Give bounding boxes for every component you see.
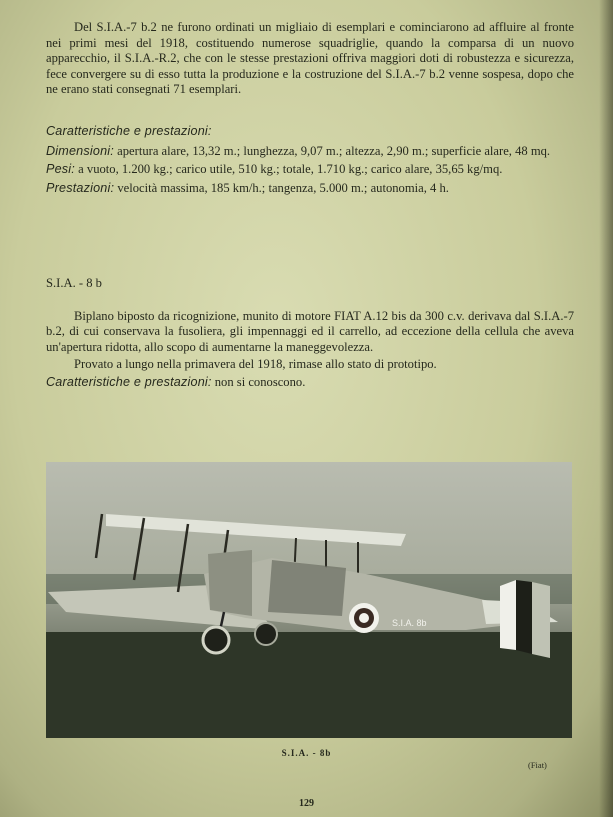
grass-field	[46, 632, 572, 738]
section-paragraph-2: Provato a lungo nella primavera del 1918, rimase allo stato di prototipo.	[74, 357, 437, 371]
prestazioni-label: Prestazioni:	[46, 180, 115, 195]
intro-paragraph: Del S.I.A.-7 b.2 ne furono ordinati un migliaio di esemplari e cominciarono ad affluire al fronte nei primi mesi del 1918, costituendo numerose squadriglie, quando la comparsa di un nuovo apparecchio, il S.I.A.-R.2, che con le stesse prestazioni offriva maggiori doti di robustezza e sicurezza, fece convergere su di esso tutta la produzione e la costruzione del S.I.A.-7 b.2 venne sospesa, dopo che ne erano stati consegnati 71 esemplari.	[46, 20, 574, 96]
section-specs-row	[46, 375, 574, 391]
section-title: S.I.A. - 8 b	[46, 276, 102, 290]
rudder-stripe-light	[532, 582, 550, 658]
pesi-row	[46, 162, 574, 178]
pesi-label: Pesi:	[46, 162, 75, 176]
dimensioni-label: Dimensioni:	[46, 143, 114, 158]
roundel-center	[359, 613, 369, 623]
pesi-text: a vuoto, 1.200 kg.; carico utile, 510 kg.; totale, 1.710 kg.; carico alare, 35,65 kg/mq.	[78, 162, 503, 176]
figure-credit: (Fiat)	[528, 760, 547, 770]
page-number: 129	[299, 798, 314, 809]
dimensioni-text: apertura alare, 13,32 m.; lunghezza, 9,07 m.; altezza, 2,90 m.; superficie alare, 48 mq.	[117, 143, 551, 158]
cockpit-area	[268, 560, 346, 616]
section-paragraph-1: Biplano biposto da ricognizione, munito di motore FIAT A.12 bis da 300 c.v. derivava dal S.I.A.-7 b.2, di cui conservava la fusoliera, gli impennaggi ed il carrello, ad eccezione della cellula che aveva un'apertura ridotta, allo scopo di aumentarne la maneggevolezza.	[46, 308, 574, 354]
wing-strut-1	[96, 514, 102, 558]
dimensioni-row	[46, 144, 574, 160]
fuselage-marking: S.I.A. 8b	[392, 618, 427, 628]
page-edge-shadow	[599, 0, 613, 817]
aircraft-photo	[46, 462, 572, 738]
prestazioni-row	[46, 181, 574, 197]
section-specs-label: Caratteristiche e prestazioni:	[46, 374, 212, 389]
section-specs-text: non si conoscono.	[214, 374, 306, 389]
rudder-stripe-dark	[516, 580, 532, 654]
sia-8b-section	[46, 276, 574, 390]
specs-block	[46, 124, 574, 196]
right-wheel	[255, 623, 277, 645]
upper-wing	[106, 514, 406, 546]
rudder-stripe-white	[500, 580, 516, 650]
specs-heading: Caratteristiche e prestazioni:	[46, 124, 212, 138]
figure-caption: S.I.A. - 8b	[281, 748, 332, 758]
prestazioni-text: velocità massima, 185 km/h.; tangenza, 5.000 m.; autonomia, 4 h.	[117, 180, 449, 195]
intro-paragraph-block	[46, 20, 574, 98]
biplane-illustration	[46, 462, 572, 738]
engine-cowling	[208, 550, 252, 616]
left-wheel	[203, 627, 229, 653]
